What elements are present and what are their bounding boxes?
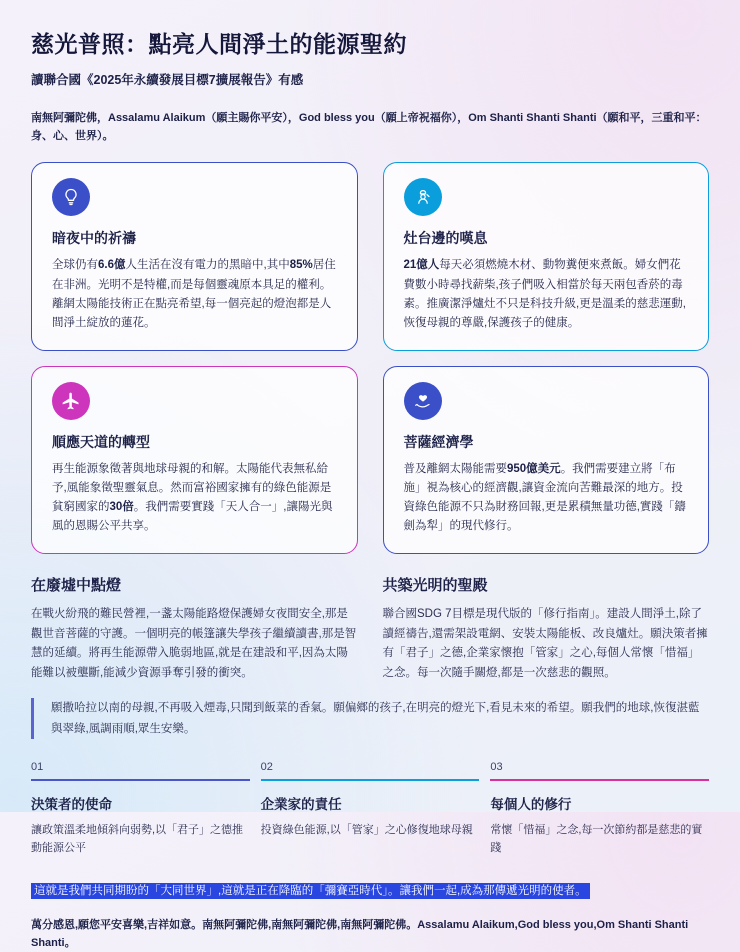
card-title: 順應天道的轉型 [52,433,150,450]
card-body: 普及離網太陽能需要950億美元。我們需要建立將「布施」視為核心的經濟觀,讓資金流向苦難最深的地方。投資綠色能源不只為財務回報,更是累積無量功德,實踐「鑄劍為犁」的現代修行。 [403,462,686,533]
mission-columns [31,761,709,858]
hand-heart-icon [404,382,442,420]
section-title: 在廢墟中點燈 [31,576,122,594]
section-title: 共築光明的聖殿 [382,576,488,594]
card-title: 菩薩經濟學 [403,433,474,450]
mission-body: 讓政策溫柔地傾斜向弱勢,以「君子」之德推動能源公平 [31,824,244,855]
mission-number: 01 [31,761,44,774]
mission-body: 投資綠色能源,以「管家」之心修復地球母親 [260,824,473,837]
mission-entrepreneurs [261,761,480,858]
section-temple-of-light [383,574,710,684]
section-body: 聯合國SDG 7目標是現代版的「修行指南」。建設人間淨土,除了讀經禱告,還需架設電網、安裝太陽能板、改良爐灶。願決策者擁有「君子」之德,企業家懷抱「管家」之心,每個人常懷「惜福」之念。每一次隨手關燈,都是一次慈悲的觀照。 [382,607,708,680]
card-dark-night-prayer [31,162,358,350]
page-title: 慈光普照：點亮人間淨土的能源聖約 [31,31,407,57]
greeting-paragraph: 南無阿彌陀佛，Assalamu Alaikum（願主賜你平安），God bless you（願上帝祝福你），Om Shanti Shanti Shanti（願和平，三重和平：身、心、世界）。 [31,112,707,143]
page-subtitle: 讀聯合國《2025年永續發展目標7擴展報告》有感 [31,73,304,87]
highlighted-sentence: 這就是我們共同期盼的「大同世界」,這就是正在降臨的「彌賽亞時代」。讓我們一起,成為那傳遞光明的使者。 [31,883,590,899]
info-card-grid [31,162,709,554]
mission-title: 決策者的使命 [31,797,112,813]
blessing-quote: 願撒哈拉以南的母親,不再吸入煙毒,只聞到飯菜的香氣。願偏鄉的孩子,在明亮的燈光下,看見未來的希望。願我們的地球,恢復湛藍與翠綠,風調雨順,眾生安樂。 [31,698,709,739]
card-bodhisattva-economics [383,366,710,554]
card-body: 再生能源象徵著與地球母親的和解。太陽能代表無私給予,風能象徵聖靈氣息。然而富裕國家擁有的綠色能源是貧窮國家的30倍。我們需要實踐「天人合一」,讓陽光與風的恩賜公平共享。 [52,462,333,533]
mission-number: 03 [490,761,503,774]
card-body: 全球仍有6.6億人生活在沒有電力的黑暗中,其中85%居住在非洲。光明不是特權,而是每個靈魂原本具足的權利。離網太陽能技術正在點亮希望,每一個亮起的燈泡都是人間淨土綻放的蓮花。 [52,259,336,330]
highlight-row [31,881,709,901]
card-stove-sigh [383,162,710,350]
mission-title: 每個人的修行 [490,797,572,813]
card-title: 暗夜中的祈禱 [52,230,136,247]
mission-policymakers [31,761,250,858]
card-title: 灶台邊的嘆息 [403,230,488,247]
divider-line [31,779,250,781]
section-lighting-ruins [31,574,358,684]
lightbulb-icon [52,178,90,216]
mission-individuals [490,761,709,858]
divider-line [490,779,709,781]
closing-blessing: 萬分感恩,願您平安喜樂,吉祥如意。南無阿彌陀佛,南無阿彌陀佛,南無阿彌陀佛。Assalamu Alaikum,God bless you,Om Shanti Shanti Shanti。 [31,918,689,949]
two-column-sections [31,574,709,684]
cook-icon [404,178,442,216]
airplane-icon [52,382,90,420]
mission-number: 02 [260,761,273,774]
mission-title: 企業家的責任 [260,797,342,813]
card-heavenly-transition [31,366,358,554]
section-body: 在戰火紛飛的難民營裡,一盞太陽能路燈保護婦女夜間安全,那是觀世音菩薩的守護。一個明亮的帳篷讓失學孩子繼續讀書,那是智慧的延續。將再生能源帶入脆弱地區,就是在建設和平,因為太陽能難以被壟斷,能減少資源爭奪引發的衝突。 [31,607,357,680]
mission-body: 常懷「惜福」之念,每一次節約都是慈悲的實踐 [490,824,703,855]
card-body: 21億人每天必須燃燒木材、動物糞便來煮飯。婦女們花費數小時尋找薪柴,孩子們吸入相當於每天兩包香菸的毒素。推廣潔淨爐灶不只是科技升級,更是溫柔的慈悲運動,恢復母親的尊嚴,保護孩子的健康。 [403,259,686,330]
divider-line [261,779,480,781]
